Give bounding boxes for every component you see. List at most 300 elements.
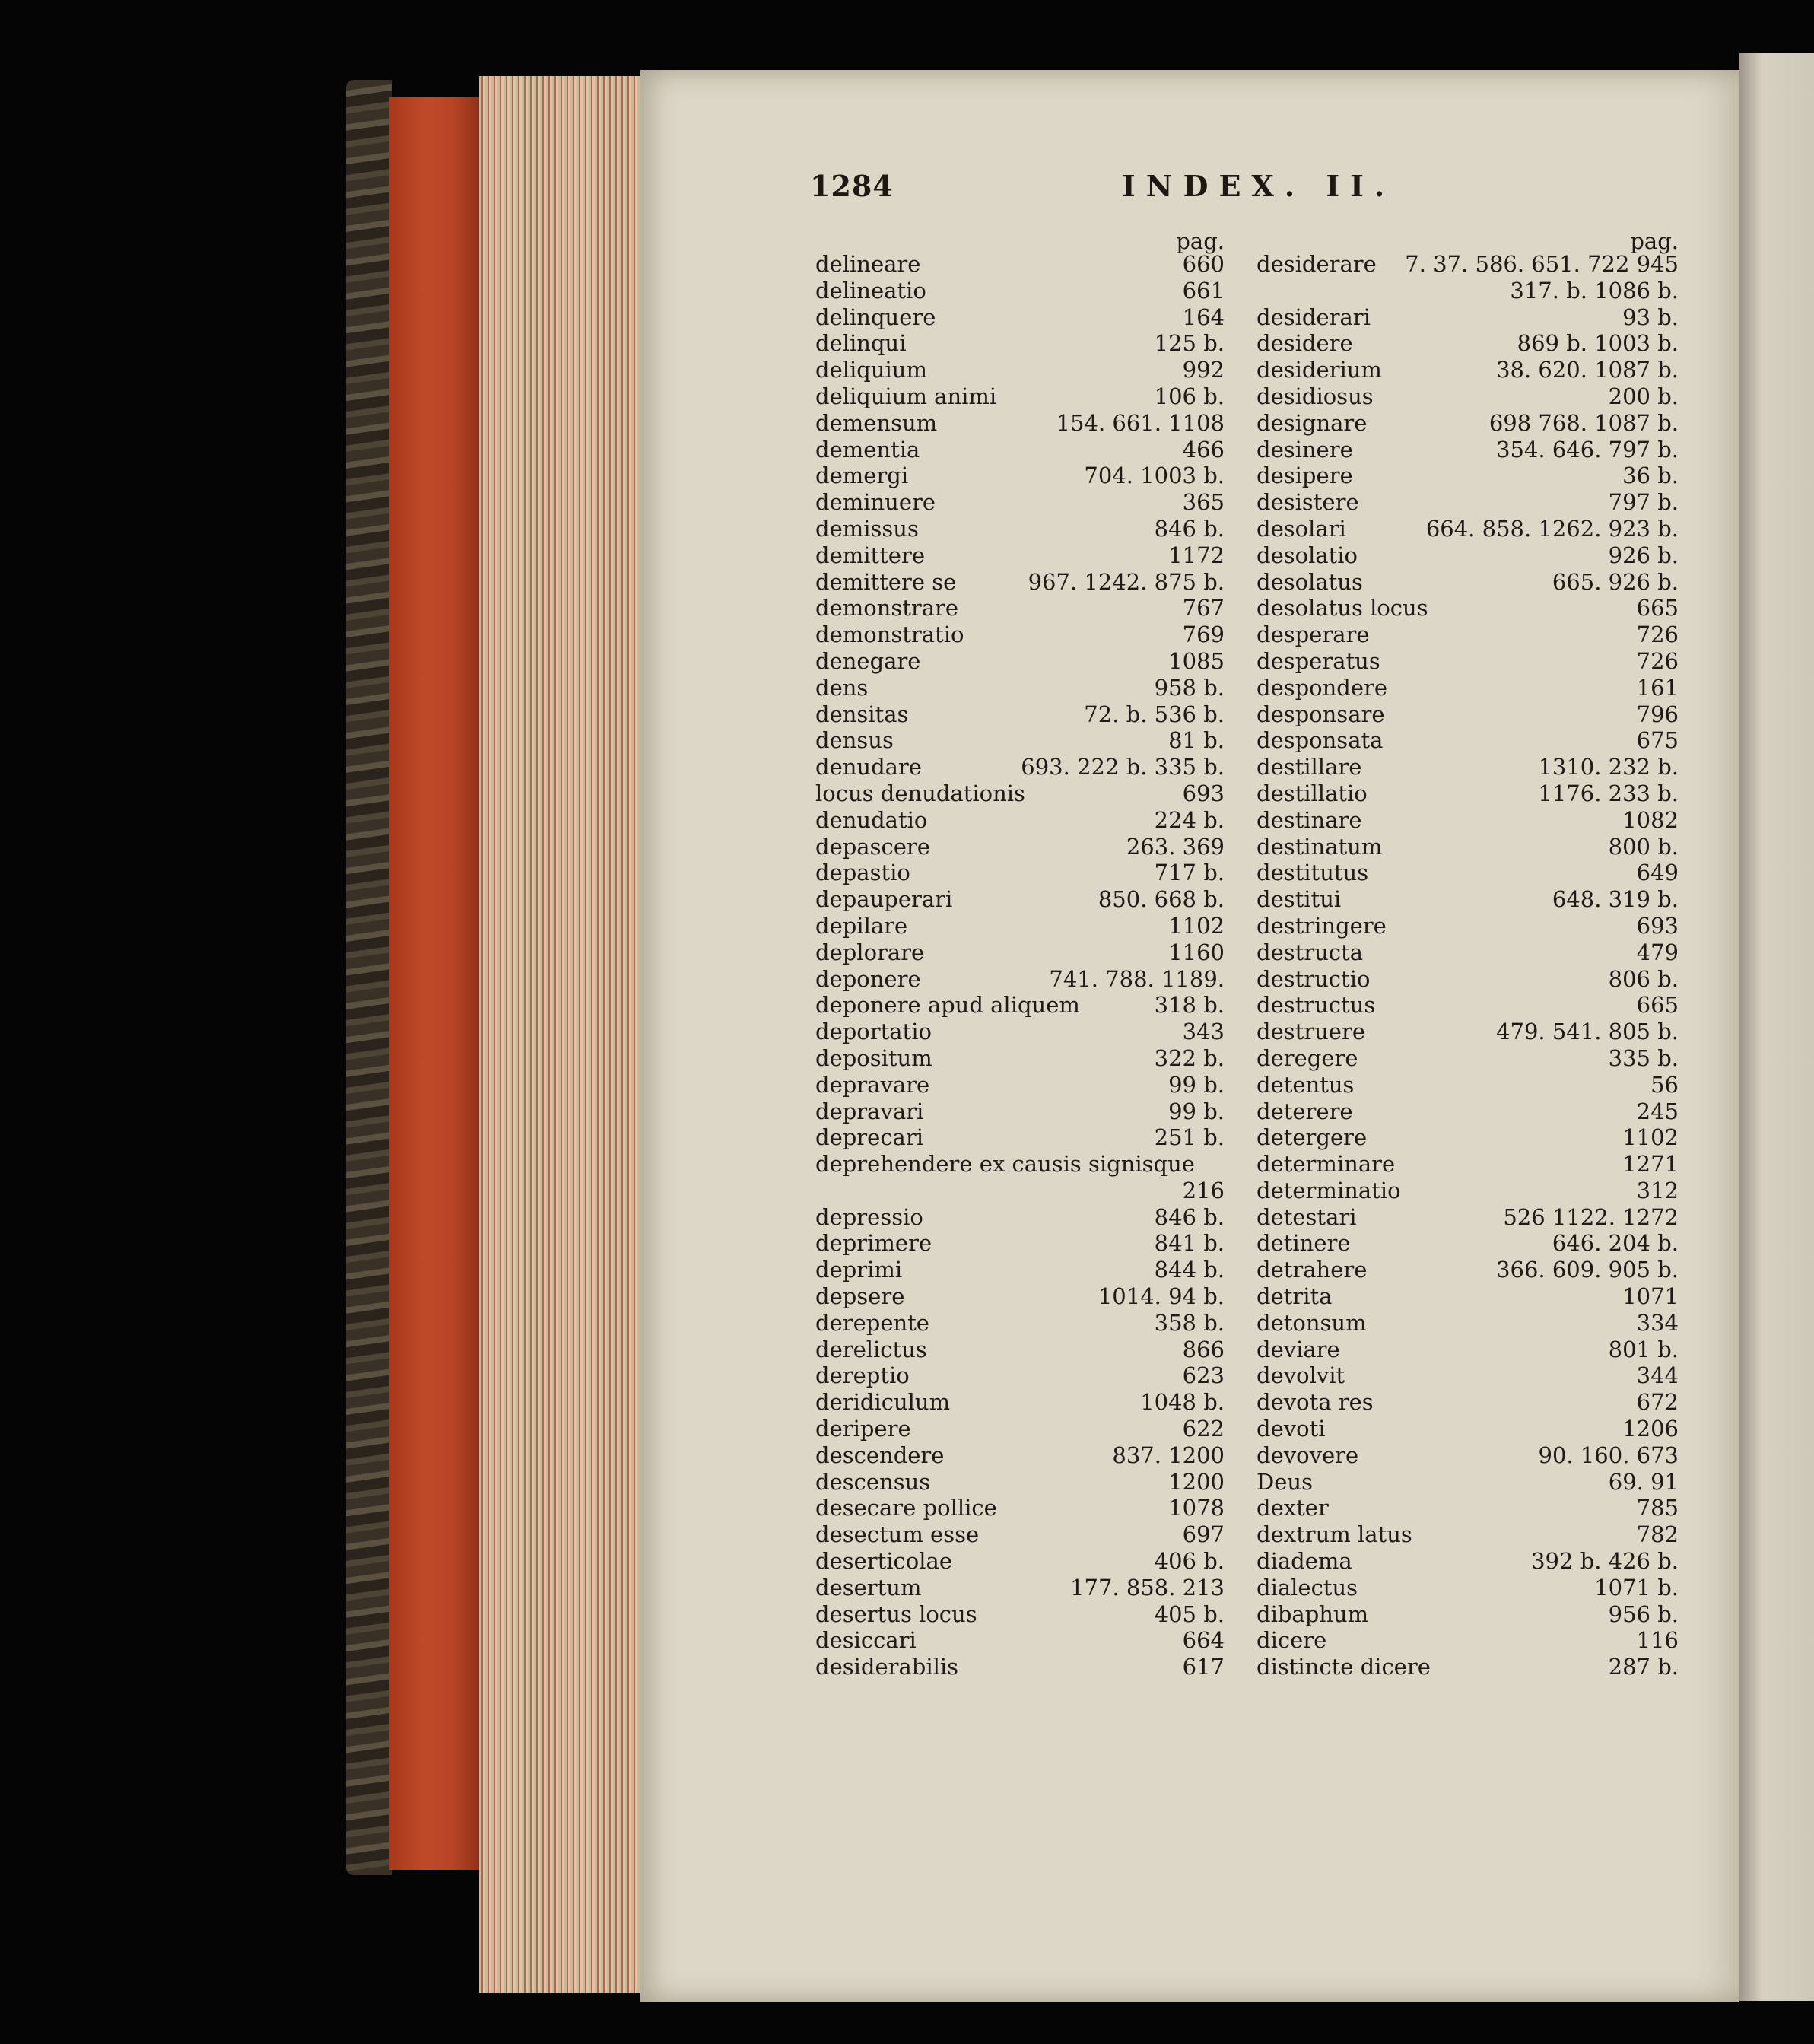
index-entry: [1256, 913, 1679, 939]
index-entry: [1256, 330, 1679, 357]
index-term: destinare: [1256, 806, 1362, 833]
index-term: desiderium: [1256, 357, 1382, 383]
index-entry: [1256, 701, 1679, 728]
pag-label: pag.: [1176, 228, 1225, 254]
page-reference: 797 b.: [1608, 489, 1679, 516]
index-term: depravari: [815, 1098, 924, 1124]
page-reference: 251 b.: [1154, 1124, 1225, 1151]
page-reference: 116: [1636, 1627, 1679, 1654]
index-term: desolatus locus: [1256, 595, 1428, 621]
index-entry: [815, 516, 1225, 542]
index-term: destructio: [1256, 965, 1371, 992]
index-entry: [815, 992, 1225, 1019]
page-reference: 1160: [1168, 939, 1225, 965]
page-reference: 956 b.: [1608, 1601, 1679, 1627]
index-term: denudare: [815, 754, 922, 780]
page-reference: 1071: [1622, 1283, 1679, 1310]
index-entry: [815, 1230, 1225, 1257]
index-term: deplorare: [815, 939, 925, 965]
index-entry: [1256, 1072, 1679, 1098]
index-entry: [1256, 621, 1679, 648]
index-term: desiderare: [1256, 251, 1377, 277]
index-entry: [1256, 754, 1679, 780]
index-entry: [815, 807, 1225, 834]
index-term: desiccari: [815, 1627, 917, 1654]
page-reference: 354. 646. 797 b.: [1496, 436, 1679, 463]
page-reference: 318 b.: [1154, 992, 1225, 1019]
index-entry: [815, 1283, 1225, 1310]
page-reference: 1271: [1622, 1151, 1679, 1178]
index-entry: [1256, 1548, 1679, 1575]
index-term: Deus: [1256, 1468, 1313, 1495]
page-reference: 665: [1636, 992, 1679, 1019]
page-reference: 800 b.: [1608, 833, 1679, 860]
page-reference: 263. 369: [1126, 833, 1225, 860]
index-entry: [815, 834, 1225, 860]
index-term: desolatio: [1256, 542, 1358, 568]
index-term: deprecari: [815, 1124, 923, 1151]
page-reference: 665. 926 b.: [1552, 568, 1679, 595]
index-term: deviare: [1256, 1336, 1340, 1362]
index-term: denudatio: [815, 806, 928, 833]
index-term: locus denudationis: [815, 780, 1025, 806]
index-entry: [1256, 1019, 1679, 1045]
index-column-left: [815, 228, 1225, 1680]
page-reference: 224 b.: [1154, 806, 1225, 833]
index-entry: [1256, 1230, 1679, 1257]
index-term: demissus: [815, 515, 919, 542]
index-term: destitutus: [1256, 860, 1369, 886]
index-term: devoti: [1256, 1416, 1326, 1442]
page-reference: 796: [1636, 701, 1679, 727]
index-entry: [1256, 1627, 1679, 1654]
index-term: destruere: [1256, 1019, 1365, 1045]
index-term: desistere: [1256, 489, 1359, 516]
page-reference: 405 b.: [1154, 1601, 1225, 1627]
index-entry: [815, 1495, 1225, 1521]
index-term: desertus locus: [815, 1601, 977, 1627]
page-reference: 675: [1636, 727, 1679, 754]
page-reference: 335 b.: [1608, 1044, 1679, 1071]
index-term: dexter: [1256, 1495, 1329, 1521]
page-reference: 125 b.: [1154, 330, 1225, 357]
page-reference: 782: [1636, 1521, 1679, 1548]
index-entry: [1256, 1442, 1679, 1469]
page-reference: 704. 1003 b.: [1084, 463, 1225, 489]
page-reference: 661: [1182, 277, 1225, 304]
index-term: delineare: [815, 251, 921, 277]
page-reference: 479: [1636, 939, 1679, 965]
index-entry: [1256, 1098, 1679, 1125]
index-term: demittere: [815, 542, 925, 568]
page-reference: 850. 668 b.: [1098, 886, 1225, 913]
facing-page-edge: [1739, 53, 1814, 2001]
page-reference: 343: [1182, 1019, 1225, 1045]
page-reference: 837. 1200: [1112, 1442, 1225, 1468]
page-reference: 672: [1636, 1389, 1679, 1416]
index-entry: [1256, 1257, 1679, 1283]
page-reference: 1102: [1168, 912, 1225, 939]
index-term: deprimi: [815, 1257, 903, 1283]
page-reference: 358 b.: [1154, 1309, 1225, 1336]
index-entry: [815, 1310, 1225, 1337]
page-reference: 216: [1182, 1177, 1225, 1203]
index-term: desidiosus: [1256, 383, 1374, 409]
page-reference: 38. 620. 1087 b.: [1496, 357, 1679, 383]
index-entry: [1256, 860, 1679, 886]
index-term: detergere: [1256, 1124, 1368, 1151]
page-reference: 806 b.: [1608, 965, 1679, 992]
index-entry: [815, 701, 1225, 728]
index-entry: [1256, 939, 1679, 966]
index-entry: [815, 648, 1225, 675]
index-entry: [1256, 516, 1679, 542]
index-entry: [815, 675, 1225, 701]
index-entry: [815, 1257, 1225, 1283]
index-term: desertum: [815, 1574, 922, 1601]
index-term: deserticolae: [815, 1548, 952, 1575]
page-reference: 648. 319 b.: [1552, 886, 1679, 913]
index-term: detrita: [1256, 1283, 1333, 1310]
index-entry: [1256, 463, 1679, 489]
page-reference: 717 b.: [1154, 860, 1225, 886]
index-term: deponere apud aliquem: [815, 992, 1080, 1019]
index-entry: [1256, 1178, 1679, 1204]
index-term: diadema: [1256, 1548, 1352, 1575]
index-entry: [815, 939, 1225, 966]
page-reference: 7. 37. 586. 651. 722 945: [1405, 251, 1679, 277]
index-entry: [815, 383, 1225, 410]
index-entry: [815, 1442, 1225, 1469]
index-term: delineatio: [815, 277, 926, 304]
index-entry: [815, 410, 1225, 437]
page-reference: 664. 858. 1262. 923 b.: [1425, 515, 1679, 542]
page-reference: 664: [1182, 1627, 1225, 1654]
index-term: desectum esse: [815, 1521, 980, 1548]
page-reference: 1102: [1622, 1124, 1679, 1151]
page-reference: 646. 204 b.: [1552, 1230, 1679, 1257]
page-reference: 665: [1636, 595, 1679, 621]
index-term: depilare: [815, 912, 908, 939]
index-entry: [815, 1601, 1225, 1628]
page-reference: 1071 b.: [1594, 1574, 1679, 1601]
index-term: determinare: [1256, 1151, 1396, 1178]
page-reference: 649: [1636, 860, 1679, 886]
index-term: depascere: [815, 833, 930, 860]
index-entry: [815, 1098, 1225, 1125]
page-reference: 841 b.: [1154, 1230, 1225, 1257]
page-reference: 344: [1636, 1362, 1679, 1389]
index-term: destructa: [1256, 939, 1363, 965]
index-term: deprehendere ex causis signisque: [815, 1151, 1195, 1178]
page-reference: 90. 160. 673: [1538, 1442, 1679, 1468]
page-reference: 769: [1182, 621, 1225, 648]
index-entry: [1256, 992, 1679, 1019]
index-entry: [1256, 1045, 1679, 1072]
index-entry: [815, 1151, 1225, 1178]
index-term: destillatio: [1256, 780, 1368, 806]
index-entry: [1256, 410, 1679, 437]
index-entry: [1256, 278, 1679, 304]
index-term: desponsare: [1256, 701, 1385, 727]
index-term: descensus: [815, 1468, 931, 1495]
page-header: [810, 169, 1677, 215]
page-reference: 1014. 94 b.: [1098, 1283, 1225, 1310]
index-entry: [1256, 1469, 1679, 1496]
index-term: dementia: [815, 436, 920, 463]
page-leaves-edge: [479, 76, 643, 1993]
index-entry: [1256, 807, 1679, 834]
page-reference: 164: [1182, 304, 1225, 330]
index-entry: [1256, 569, 1679, 596]
index-term: destringere: [1256, 912, 1387, 939]
page-reference: 693: [1182, 780, 1225, 806]
index-entry: [815, 754, 1225, 780]
page-reference: 967. 1242. 875 b.: [1028, 568, 1225, 595]
index-term: deregere: [1256, 1044, 1358, 1071]
index-entry: [1256, 357, 1679, 383]
page-reference: 72. b. 536 b.: [1084, 701, 1225, 727]
index-term: derelictus: [815, 1336, 927, 1362]
page-reference: 56: [1650, 1071, 1679, 1098]
index-entry: [815, 1337, 1225, 1363]
index-entry: [1256, 966, 1679, 993]
index-entry: [1256, 251, 1679, 278]
index-entry: [1256, 1310, 1679, 1337]
index-entry: [815, 1575, 1225, 1601]
index-term: dereptio: [815, 1362, 910, 1389]
index-entry: [1256, 1601, 1679, 1628]
index-entry: [1256, 675, 1679, 701]
index-term: desolari: [1256, 515, 1346, 542]
index-term: dens: [815, 674, 869, 701]
page-reference: 622: [1182, 1416, 1225, 1442]
index-term: devota res: [1256, 1389, 1374, 1416]
page-reference: 697: [1182, 1521, 1225, 1548]
index-entry: [1256, 1521, 1679, 1548]
page-reference: 1310. 232 b.: [1538, 754, 1679, 780]
index-term: denegare: [815, 647, 921, 674]
index-entry: [815, 251, 1225, 278]
book-spine: [346, 80, 392, 1875]
index-entry: [1256, 489, 1679, 516]
index-entry: [1256, 834, 1679, 860]
page-reference: 660: [1182, 251, 1225, 277]
index-term: desiderari: [1256, 304, 1371, 330]
index-term: deponere: [815, 965, 921, 992]
index-entry: [815, 357, 1225, 383]
index-entry: [815, 1124, 1225, 1151]
page-reference: 1082: [1622, 806, 1679, 833]
page-reference: 1206: [1622, 1416, 1679, 1442]
page-number: 1284: [810, 169, 894, 203]
index-entry: [1256, 1575, 1679, 1601]
index-term: depastio: [815, 860, 910, 886]
page-reference: 334: [1636, 1309, 1679, 1336]
page-reference: 99 b.: [1168, 1071, 1225, 1098]
index-term: desolatus: [1256, 568, 1363, 595]
page-reference: 365: [1182, 489, 1225, 516]
index-term: desipere: [1256, 463, 1353, 489]
index-term: destillare: [1256, 754, 1362, 780]
page-reference: 846 b.: [1154, 515, 1225, 542]
page-reference: 287 b.: [1608, 1654, 1679, 1680]
index-entry: [815, 886, 1225, 913]
page-reference: 69. 91: [1608, 1468, 1679, 1495]
page-reference: 406 b.: [1154, 1548, 1225, 1575]
page-reference: 958 b.: [1154, 674, 1225, 701]
index-term: descendere: [815, 1442, 945, 1468]
page-reference: 698 768. 1087 b.: [1488, 409, 1679, 436]
page-reference: 1078: [1168, 1495, 1225, 1521]
page-reference: 99 b.: [1168, 1098, 1225, 1124]
index-term: depauperari: [815, 886, 953, 913]
index-term: devolvit: [1256, 1362, 1345, 1389]
index-term: demonstratio: [815, 621, 964, 648]
page-reference: 245: [1636, 1098, 1679, 1124]
index-term: demensum: [815, 409, 938, 436]
index-term: designare: [1256, 409, 1368, 436]
index-entry: [1256, 1362, 1679, 1389]
index-entry: [815, 621, 1225, 648]
page-reference: 726: [1636, 621, 1679, 648]
index-term: densitas: [815, 701, 909, 727]
index-entry: [1256, 1283, 1679, 1310]
index-entry: [815, 1019, 1225, 1045]
page-reference: 479. 541. 805 b.: [1496, 1019, 1679, 1045]
page-reference: 726: [1636, 647, 1679, 674]
index-entry: [815, 1548, 1225, 1575]
index-term: detentus: [1256, 1071, 1355, 1098]
index-entry: [1256, 383, 1679, 410]
index-entry: [815, 1521, 1225, 1548]
index-term: detrahere: [1256, 1257, 1368, 1283]
index-term: deminuere: [815, 489, 936, 516]
page-reference: 312: [1636, 1177, 1679, 1203]
index-term: devovere: [1256, 1442, 1359, 1468]
page-reference: 154. 661. 1108: [1056, 409, 1225, 436]
index-entry: [1256, 886, 1679, 913]
page-reference: 1172: [1168, 542, 1225, 568]
index-entry: [1256, 595, 1679, 621]
index-term: deliquium: [815, 357, 927, 383]
page-reference: 767: [1182, 595, 1225, 621]
index-entry: [815, 727, 1225, 754]
index-term: demittere se: [815, 568, 957, 595]
index-entry: [1256, 1204, 1679, 1231]
page-reference: 322 b.: [1154, 1044, 1225, 1071]
page-reference: 93 b.: [1622, 304, 1679, 330]
page-reference: 366. 609. 905 b.: [1496, 1257, 1679, 1283]
index-term: delinquere: [815, 304, 936, 330]
index-term: detinere: [1256, 1230, 1351, 1257]
page-reference: 623: [1182, 1362, 1225, 1389]
index-entry: [815, 1204, 1225, 1231]
page-reference: 693: [1636, 912, 1679, 939]
page-reference: 866: [1182, 1336, 1225, 1362]
index-term: detestari: [1256, 1203, 1357, 1230]
index-term: demergi: [815, 463, 909, 489]
index-entry: [1256, 1495, 1679, 1521]
index-term: desecare pollice: [815, 1495, 997, 1521]
index-term: dialectus: [1256, 1574, 1358, 1601]
index-term: distincte dicere: [1256, 1654, 1431, 1680]
index-entry: [1256, 1337, 1679, 1363]
index-term: desperatus: [1256, 647, 1380, 674]
index-entry: [815, 966, 1225, 993]
page-reference: 801 b.: [1608, 1336, 1679, 1362]
index-entry: [815, 1627, 1225, 1654]
page-reference: 526 1122. 1272: [1503, 1203, 1679, 1230]
pag-label: pag.: [1630, 228, 1679, 254]
index-entry: [815, 330, 1225, 357]
page-reference: 869 b. 1003 b.: [1517, 330, 1679, 357]
page-reference: 741. 788. 1189.: [1049, 965, 1225, 992]
page-reference: 161: [1636, 674, 1679, 701]
index-entry: [815, 463, 1225, 489]
index-entry: [815, 437, 1225, 463]
index-entry: [815, 1045, 1225, 1072]
running-title: INDEX. II.: [1122, 169, 1396, 203]
page-reference: 317. b. 1086 b.: [1510, 277, 1679, 304]
index-term: desiderabilis: [815, 1654, 959, 1680]
index-term: destructus: [1256, 992, 1376, 1019]
page-reference: 992: [1182, 357, 1225, 383]
page-reference: 466: [1182, 436, 1225, 463]
index-term: depravare: [815, 1071, 930, 1098]
page-reference: 1200: [1168, 1468, 1225, 1495]
page-reference: 106 b.: [1154, 383, 1225, 409]
index-term: deprimere: [815, 1230, 932, 1257]
index-entry: [1256, 437, 1679, 463]
index-term: determinatio: [1256, 1177, 1401, 1203]
index-entry: [815, 1072, 1225, 1098]
page-reference: 844 b.: [1154, 1257, 1225, 1283]
index-term: desponsata: [1256, 727, 1384, 754]
page-reference: 200 b.: [1608, 383, 1679, 409]
index-term: desidere: [1256, 330, 1353, 357]
red-page-edge: [389, 97, 481, 1870]
index-entry: [1256, 1151, 1679, 1178]
index-term: deportatio: [815, 1019, 932, 1045]
page-reference: 392 b. 426 b.: [1531, 1548, 1679, 1575]
index-term: detonsum: [1256, 1309, 1367, 1336]
index-entry: [1256, 1389, 1679, 1416]
index-entry: [1256, 1654, 1679, 1680]
index-term: desinere: [1256, 436, 1353, 463]
index-term: deripere: [815, 1416, 911, 1442]
index-term: derepente: [815, 1309, 929, 1336]
index-entry: [815, 860, 1225, 886]
index-entry: [1256, 1124, 1679, 1151]
page-reference: 693. 222 b. 335 b.: [1021, 754, 1225, 780]
index-entry: [1256, 1416, 1679, 1442]
index-entry: [1256, 780, 1679, 807]
index-entry: [815, 542, 1225, 569]
page-reference: 785: [1636, 1495, 1679, 1521]
index-term: depressio: [815, 1203, 923, 1230]
index-term: delinqui: [815, 330, 907, 357]
page-reference: 1048 b.: [1140, 1389, 1225, 1416]
page-reference: 36 b.: [1622, 463, 1679, 489]
index-term: densus: [815, 727, 894, 754]
index-entry: [1256, 304, 1679, 331]
index-entry: [815, 780, 1225, 807]
index-column-right: [1256, 228, 1679, 1680]
index-term: dicere: [1256, 1627, 1327, 1654]
page-reference: 81 b.: [1168, 727, 1225, 754]
index-entry: [815, 1362, 1225, 1389]
